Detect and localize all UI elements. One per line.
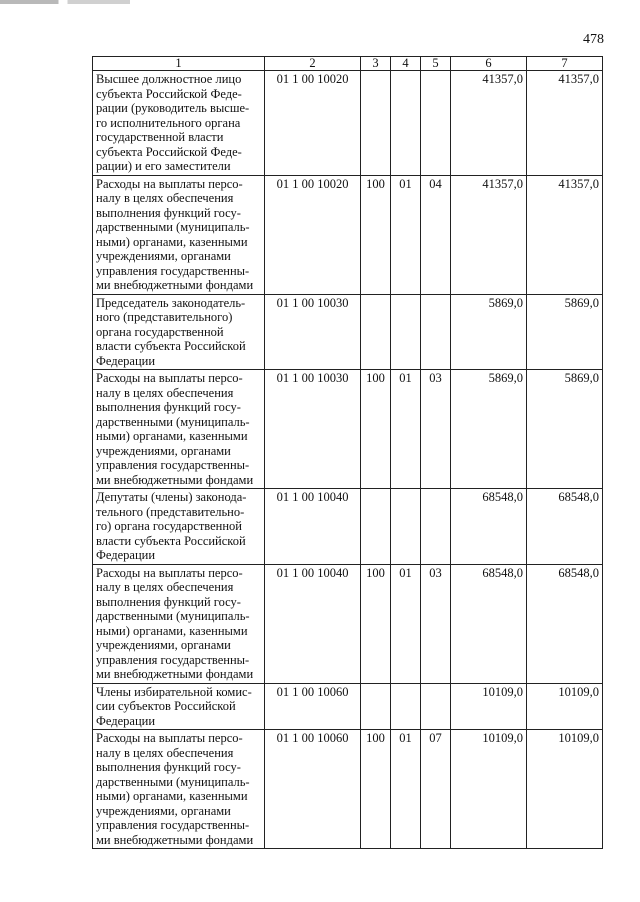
amount-col7-cell: 41357,0 xyxy=(527,71,603,176)
table-row xyxy=(93,175,603,294)
amount-col6-cell: 41357,0 xyxy=(451,175,527,294)
table-row xyxy=(93,489,603,565)
row-name-cell: Председатель законодатель- ного (представительного) органа государственной власти субъекта Российской Федерации xyxy=(93,294,265,370)
amount-col7-cell: 10109,0 xyxy=(527,683,603,730)
amount-col7-cell: 5869,0 xyxy=(527,294,603,370)
expense-type-cell: 100 xyxy=(361,564,391,683)
col-header-7: 7 xyxy=(527,57,603,71)
subsection-cell: 03 xyxy=(421,564,451,683)
scan-edge-mark xyxy=(0,0,130,4)
target-article-cell: 01 1 00 10020 xyxy=(265,71,361,176)
target-article-cell: 01 1 00 10040 xyxy=(265,564,361,683)
subsection-cell: 07 xyxy=(421,730,451,849)
page-number: 478 xyxy=(583,32,604,47)
expense-type-cell xyxy=(361,294,391,370)
amount-col6-cell: 68548,0 xyxy=(451,489,527,565)
section-cell: 01 xyxy=(391,370,421,489)
subsection-cell: 04 xyxy=(421,175,451,294)
target-article-cell: 01 1 00 10030 xyxy=(265,294,361,370)
expense-type-cell xyxy=(361,683,391,730)
section-cell: 01 xyxy=(391,730,421,849)
table-row xyxy=(93,730,603,849)
section-cell xyxy=(391,71,421,176)
table-row xyxy=(93,71,603,176)
amount-col6-cell: 10109,0 xyxy=(451,683,527,730)
subsection-cell xyxy=(421,71,451,176)
row-name-cell: Расходы на выплаты персо- налу в целях обеспечения выполнения функций госу- дарственными (муниципаль- ными) органами, казенными учреждениями, органами управления государственны- ми внебюджетными фондами xyxy=(93,730,265,849)
row-name-cell: Расходы на выплаты персо- налу в целях обеспечения выполнения функций госу- дарственными (муниципаль- ными) органами, казенными учреждениями, органами управления государственны- ми внебюджетными фондами xyxy=(93,370,265,489)
table-row xyxy=(93,683,603,730)
amount-col6-cell: 5869,0 xyxy=(451,294,527,370)
subsection-cell xyxy=(421,683,451,730)
expense-type-cell xyxy=(361,489,391,565)
col-header-6: 6 xyxy=(451,57,527,71)
col-header-2: 2 xyxy=(265,57,361,71)
table-row xyxy=(93,564,603,683)
subsection-cell xyxy=(421,489,451,565)
row-name-cell: Расходы на выплаты персо- налу в целях обеспечения выполнения функций госу- дарственными (муниципаль- ными) органами, казенными учреждениями, органами управления государственны- ми внебюджетными фондами xyxy=(93,175,265,294)
row-name-cell: Депутаты (члены) законода- тельного (представительно- го) органа государственной власти субъекта Российской Федерации xyxy=(93,489,265,565)
col-header-1: 1 xyxy=(93,57,265,71)
header-row xyxy=(93,57,603,71)
col-header-5: 5 xyxy=(421,57,451,71)
row-name-cell: Расходы на выплаты персо- налу в целях обеспечения выполнения функций госу- дарственными (муниципаль- ными) органами, казенными учреждениями, органами управления государственны- ми внебюджетными фондами xyxy=(93,564,265,683)
amount-col6-cell: 68548,0 xyxy=(451,564,527,683)
table-row xyxy=(93,294,603,370)
budget-table xyxy=(92,56,603,849)
amount-col7-cell: 41357,0 xyxy=(527,175,603,294)
section-cell: 01 xyxy=(391,564,421,683)
section-cell xyxy=(391,489,421,565)
amount-col6-cell: 10109,0 xyxy=(451,730,527,849)
subsection-cell xyxy=(421,294,451,370)
expense-type-cell: 100 xyxy=(361,370,391,489)
amount-col6-cell: 5869,0 xyxy=(451,370,527,489)
target-article-cell: 01 1 00 10040 xyxy=(265,489,361,565)
amount-col7-cell: 68548,0 xyxy=(527,564,603,683)
expense-type-cell: 100 xyxy=(361,730,391,849)
target-article-cell: 01 1 00 10060 xyxy=(265,730,361,849)
table-row xyxy=(93,370,603,489)
row-name-cell: Члены избирательной комис- сии субъектов Российской Федерации xyxy=(93,683,265,730)
amount-col7-cell: 68548,0 xyxy=(527,489,603,565)
amount-col7-cell: 5869,0 xyxy=(527,370,603,489)
col-header-3: 3 xyxy=(361,57,391,71)
amount-col6-cell: 41357,0 xyxy=(451,71,527,176)
section-cell xyxy=(391,294,421,370)
expense-type-cell: 100 xyxy=(361,175,391,294)
target-article-cell: 01 1 00 10020 xyxy=(265,175,361,294)
row-name-cell: Высшее должностное лицо субъекта Российской Феде- рации (руководитель высше- го исполнительного органа государственной власти субъекта Российской Феде- рации) и его заместители xyxy=(93,71,265,176)
section-cell: 01 xyxy=(391,175,421,294)
section-cell xyxy=(391,683,421,730)
subsection-cell: 03 xyxy=(421,370,451,489)
col-header-4: 4 xyxy=(391,57,421,71)
amount-col7-cell: 10109,0 xyxy=(527,730,603,849)
expense-type-cell xyxy=(361,71,391,176)
target-article-cell: 01 1 00 10060 xyxy=(265,683,361,730)
target-article-cell: 01 1 00 10030 xyxy=(265,370,361,489)
